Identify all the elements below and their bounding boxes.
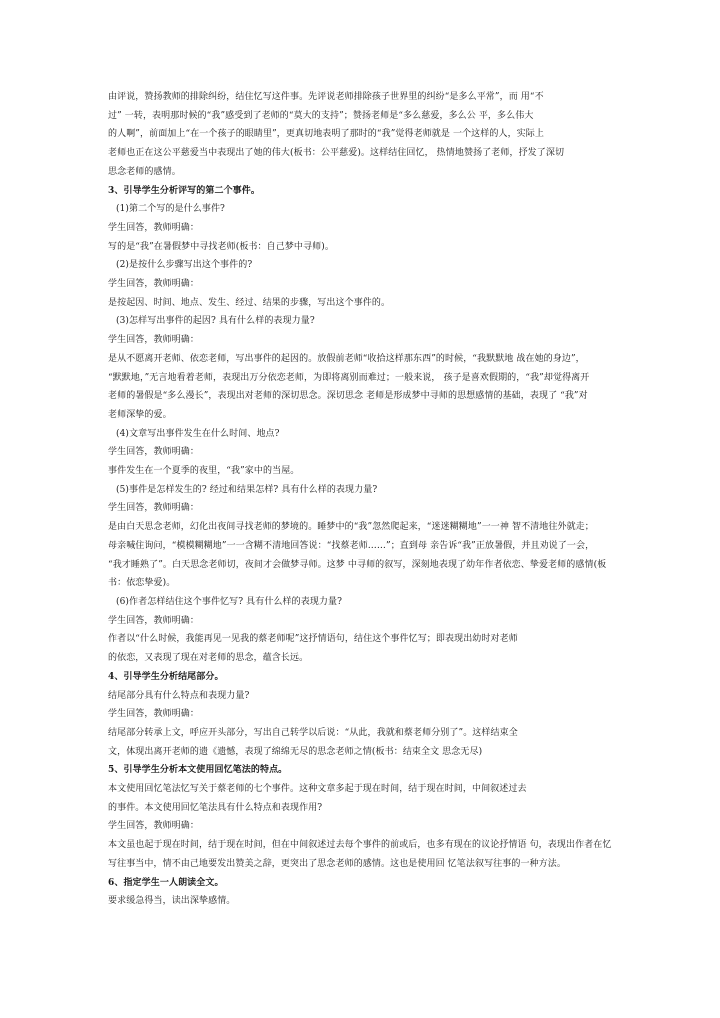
- text-line: (1)第二个写的是什么事件?: [116, 204, 225, 215]
- document-page: [108, 88, 628, 911]
- text-line: 的人啊”，前面加上“在一个孩子的眼睛里”，更真切地表明了那时的“我”觉得老师就是 一个这样的人，实际上: [108, 129, 544, 140]
- text-line: 学生回答，教师明确：: [108, 615, 200, 626]
- text-line: 的依恋，又表现了现在对老师的思念，蕴含长远。: [108, 653, 309, 664]
- text-line: 书：依恋挚爱)。: [108, 578, 176, 589]
- text-line: 是由白天思念老师，幻化出夜间寻找老师的梦境的。睡梦中的“我”忽然爬起来，“迷迷糊糊地”一一神 智不清地往外就走；: [108, 522, 594, 533]
- text-line: 结尾部分具有什么特点和表现力量?: [108, 690, 250, 701]
- text-line: 5、引导学生分析本文使用回忆笔法的特点。: [108, 765, 288, 776]
- text-line: 学生回答，教师明确：: [108, 279, 200, 290]
- text-line: 学生回答，教师明确：: [108, 821, 200, 832]
- text-line: 老师深挚的爱。: [108, 409, 172, 420]
- text-line: (5)事件是怎样发生的? 经过和结果怎样? 具有什么样的表现力量?: [116, 484, 378, 495]
- text-line: 学生回答，教师明确：: [108, 709, 200, 720]
- text-line: 学生回答，教师明确：: [108, 447, 200, 458]
- text-line: 老师也正在这公平慈爱当中表现出了她的伟大(板书：公平慈爱)。这样结住回忆， 热情地赞扬了老师，抒发了深切: [108, 148, 565, 159]
- text-line: 是按起因、时间、地点、发生、经过、结果的步骤，写出这个事件的。: [108, 297, 391, 308]
- text-line: 的事件。本文使用回忆笔法具有什么特点和表现作用?: [108, 802, 323, 813]
- text-line: 过” 一转，表明那时候的“我”感受到了老师的“莫大的支持”；赞扬老师是“多么慈爱，多么公 平，多么伟大: [108, 110, 534, 121]
- text-line: (2)是按什么步骤写出这个事件的?: [116, 260, 253, 271]
- text-line: 写的是“我”在暑假梦中寻找老师(板书：自己梦中寻师)。: [108, 241, 334, 252]
- text-line: 要求缓急得当，读出深挚感情。: [108, 896, 236, 907]
- text-line: (4)文章写出事件发生在什么时间、地点?: [116, 428, 280, 439]
- text-line: 是从不愿离开老师、依恋老师，写出事件的起因的。放假前老师“收拾这样那东西”的时候，“我默默地 战在她的身边”，: [108, 353, 585, 364]
- text-line: 写往事当中，情不由己地要发出赞美之辞，更突出了思念老师的感情。这也是使用回 忆笔法叙写往事的一种方法。: [108, 858, 566, 869]
- text-line: 事件发生在一个夏季的夜里，“我”家中的当屋。: [108, 466, 300, 477]
- text-line: 本文虽也起于现在时间，结于现在时间，但在中间叙述过去每个事件的前或后，也多有现在的议论抒情语 句，表现出作者在忆: [108, 840, 612, 851]
- text-line: 4、引导学生分析结尾部分。: [108, 671, 224, 682]
- text-line: 本文使用回忆笔法忆写关于蔡老师的七个事件。这种文章多起于现在时间，结于现在时间，中间叙述过去: [108, 784, 527, 795]
- text-line: 结尾部分转承上文，呼应开头部分，写出自己转学以后说：“从此，我就和蔡老师分别了”。这样结束全: [108, 727, 518, 738]
- text-line: “默默地，”无言地看着老师，表现出万分依恋老师，为即将离别而难过；一般来说， 孩子是喜欢假期的，“我”却觉得离开: [108, 372, 590, 383]
- text-line: 学生回答，教师明确：: [108, 335, 200, 346]
- text-line: 学生回答，教师明确：: [108, 503, 200, 514]
- text-line: 母亲喊住询问，“模模糊糊地”一一含糊不清地回答说：“找蔡老师……”；直到母 亲告诉“我”正放暑假，并且劝说了一会，: [108, 540, 595, 551]
- text-line: 6、指定学生一人朗读全文。: [108, 877, 224, 888]
- text-line: 由评说，赞扬教师的排除纠纷，结住忆写这件事。先评说老师排除孩子世界里的纠纷“是多么平常”，而 用“不: [108, 92, 544, 102]
- text-line: 思念老师的感情。: [108, 166, 181, 177]
- text-line: 学生回答，教师明确：: [108, 222, 200, 233]
- text-line: 文，体现出离开老师的遗《遗憾，表现了绵绵无尽的思念老师之情(板书：结束全文 思念无尽): [108, 746, 483, 757]
- text-line: (6)作者怎样结住这个事件忆写? 具有什么样的表现力量?: [116, 596, 343, 607]
- text-line: 作者以“什么时候，我能再见一见我的蔡老师呢”这抒情语句，结住这个事件忆写；即表现出幼时对老师: [108, 634, 518, 645]
- text-line: 3、引导学生分析评写的第二个事件。: [108, 185, 260, 196]
- text-line: (3)怎样写出事件的起因? 具有什么样的表现力量?: [116, 316, 315, 327]
- text-line: “我才睡熟了”。白天思念老师切，夜间才会做梦寻师。这梦 中寻师的叙写，深刻地表现了幼年作者依恋、挚爱老师的感情(板: [108, 559, 607, 570]
- text-line: 老师的暑假是“多么漫长”，表现出对老师的深切思念。深切思念 老师是形成梦中寻师的思想感情的基础，表现了 “我”对: [108, 391, 588, 402]
